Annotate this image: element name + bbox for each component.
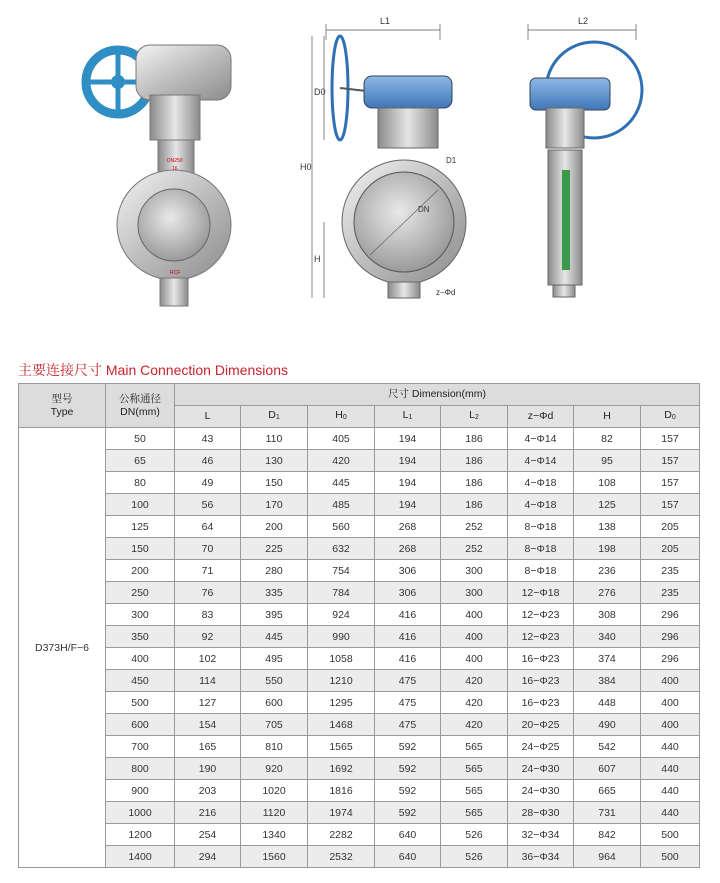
dimension-cell: 600: [241, 692, 308, 714]
dimension-cell: 76: [175, 582, 241, 604]
column-header: H: [574, 406, 641, 428]
dimension-cell: 294: [175, 846, 241, 868]
dimension-cell: 165: [175, 736, 241, 758]
dimension-cell: 500: [641, 846, 700, 868]
dimensions-table: [18, 383, 700, 868]
dimension-cell: 448: [574, 692, 641, 714]
dn-cell: 1400: [106, 846, 175, 868]
dimension-cell: 216: [175, 802, 241, 824]
dn-cell: 100: [106, 494, 175, 516]
dimension-cell: 157: [641, 450, 700, 472]
dimension-cell: 252: [441, 516, 508, 538]
dimension-cell: 400: [641, 692, 700, 714]
dimension-cell: 632: [308, 538, 375, 560]
dimension-cell: 400: [441, 648, 508, 670]
column-header: $H_0$: [308, 406, 375, 428]
dn-cell: 80: [106, 472, 175, 494]
dimension-cell: 24−Φ30: [508, 758, 574, 780]
dn-cell: 450: [106, 670, 175, 692]
dimension-cell: 300: [441, 582, 508, 604]
dimension-cell: 4−Φ14: [508, 450, 574, 472]
dimension-cell: 254: [175, 824, 241, 846]
dimension-cell: 194: [375, 428, 441, 450]
label-zd: z−Φd: [436, 288, 456, 297]
dimension-cell: 70: [175, 538, 241, 560]
table-row: [19, 494, 700, 516]
type-cell: D373H/F−6: [19, 428, 106, 868]
dimension-cell: 475: [375, 714, 441, 736]
dn-cell: 400: [106, 648, 175, 670]
dimension-cell: 665: [574, 780, 641, 802]
dn-header-en: DN(mm): [120, 405, 160, 418]
dimension-cell: 565: [441, 780, 508, 802]
dimension-cell: 190: [175, 758, 241, 780]
column-header: L: [175, 406, 241, 428]
dimension-cell: 95: [574, 450, 641, 472]
dimension-cell: 32−Φ34: [508, 824, 574, 846]
dimension-cell: 194: [375, 494, 441, 516]
dimension-cell: 130: [241, 450, 308, 472]
dimension-cell: 1974: [308, 802, 375, 824]
dimension-cell: 420: [441, 692, 508, 714]
dimension-cell: 1340: [241, 824, 308, 846]
dn-cell: 250: [106, 582, 175, 604]
table-row: [19, 780, 700, 802]
dimension-cell: 225: [241, 538, 308, 560]
label-l2: L2: [578, 16, 589, 26]
valve-figures: [0, 0, 720, 340]
dimension-cell: 440: [641, 758, 700, 780]
dn-cell: 300: [106, 604, 175, 626]
dimension-cell: 24−Φ30: [508, 780, 574, 802]
dimension-cell: 71: [175, 560, 241, 582]
dn-header: [106, 384, 175, 428]
dimension-cell: 56: [175, 494, 241, 516]
dimension-cell: 83: [175, 604, 241, 626]
label-dn: DN: [418, 205, 430, 214]
dimension-cell: 565: [441, 758, 508, 780]
dimension-cell: 194: [375, 450, 441, 472]
dimension-cell: 16−Φ23: [508, 670, 574, 692]
dimension-cell: 990: [308, 626, 375, 648]
dimension-cell: 842: [574, 824, 641, 846]
table-row: [19, 824, 700, 846]
dimension-cell: 416: [375, 604, 441, 626]
table-row: [19, 846, 700, 868]
table-row: [19, 472, 700, 494]
dimension-cell: 12−Φ23: [508, 626, 574, 648]
dimension-cell: 1692: [308, 758, 375, 780]
dimension-cell: 205: [641, 538, 700, 560]
dimension-cell: 8−Φ18: [508, 538, 574, 560]
dimension-cell: 2532: [308, 846, 375, 868]
table-row: [19, 428, 700, 450]
dimension-cell: 157: [641, 494, 700, 516]
dimension-cell: 400: [641, 714, 700, 736]
dimension-cell: 924: [308, 604, 375, 626]
dimension-cell: 186: [441, 428, 508, 450]
dimension-cell: 16−Φ23: [508, 648, 574, 670]
dimension-cell: 475: [375, 692, 441, 714]
dimension-cell: 300: [441, 560, 508, 582]
dimension-cell: 565: [441, 736, 508, 758]
table-row: [19, 538, 700, 560]
dimension-cell: 495: [241, 648, 308, 670]
dimension-cell: 340: [574, 626, 641, 648]
dimension-cell: 607: [574, 758, 641, 780]
dimension-cell: 475: [375, 670, 441, 692]
dimension-cell: 308: [574, 604, 641, 626]
dimension-cell: 440: [641, 736, 700, 758]
dn-cell: 1200: [106, 824, 175, 846]
dimension-cell: 335: [241, 582, 308, 604]
dn-cell: 200: [106, 560, 175, 582]
dimension-cell: 150: [241, 472, 308, 494]
dimension-cell: 157: [641, 428, 700, 450]
dimension-cell: 1565: [308, 736, 375, 758]
dimension-cell: 445: [308, 472, 375, 494]
table-row: [19, 450, 700, 472]
dimension-cell: 43: [175, 428, 241, 450]
dimension-cell: 186: [441, 450, 508, 472]
dimension-cell: 205: [641, 516, 700, 538]
dimension-cell: 46: [175, 450, 241, 472]
dn-cell: 350: [106, 626, 175, 648]
dn-cell: 800: [106, 758, 175, 780]
dimension-cell: 12−Φ23: [508, 604, 574, 626]
label-d1: D1: [446, 156, 457, 165]
dimension-cell: 125: [574, 494, 641, 516]
column-header: $D_1$: [241, 406, 308, 428]
dn-cell: 50: [106, 428, 175, 450]
dimension-cell: 592: [375, 780, 441, 802]
dimension-cell: 526: [441, 824, 508, 846]
type-header: [19, 384, 106, 428]
dimension-cell: 24−Φ25: [508, 736, 574, 758]
dimension-cell: 194: [375, 472, 441, 494]
dimension-cell: 198: [574, 538, 641, 560]
dimension-cell: 526: [441, 846, 508, 868]
dimension-cell: 236: [574, 560, 641, 582]
dimension-cell: 374: [574, 648, 641, 670]
dimension-cell: 114: [175, 670, 241, 692]
dimension-cell: 542: [574, 736, 641, 758]
dimension-header: 尺寸 Dimension(mm): [175, 384, 700, 406]
table-row: [19, 582, 700, 604]
dimension-cell: 64: [175, 516, 241, 538]
front-view-drawing: [300, 16, 466, 298]
dimension-cell: 108: [574, 472, 641, 494]
dimension-cell: 640: [375, 824, 441, 846]
dimension-cell: 154: [175, 714, 241, 736]
dimension-cell: 731: [574, 802, 641, 824]
dimension-cell: 405: [308, 428, 375, 450]
column-header: $L_2$: [441, 406, 508, 428]
dimension-cell: 252: [441, 538, 508, 560]
dimension-cell: 445: [241, 626, 308, 648]
table-row: [19, 648, 700, 670]
dimension-cell: 8−Φ18: [508, 516, 574, 538]
table-row: [19, 670, 700, 692]
table-row: [19, 758, 700, 780]
type-header-cn: 型号: [51, 392, 73, 405]
dimension-cell: 2282: [308, 824, 375, 846]
dimension-cell: 416: [375, 648, 441, 670]
dimension-cell: 1560: [241, 846, 308, 868]
dimension-cell: 420: [441, 714, 508, 736]
dimension-cell: 12−Φ18: [508, 582, 574, 604]
dimension-cell: 1816: [308, 780, 375, 802]
section-title: 主要连接尺寸 Main Connection Dimensions: [18, 362, 288, 378]
dimension-cell: 490: [574, 714, 641, 736]
dimension-cell: 500: [641, 824, 700, 846]
dimension-cell: 784: [308, 582, 375, 604]
dimension-cell: 200: [241, 516, 308, 538]
dimension-cell: 420: [308, 450, 375, 472]
type-header-en: Type: [50, 405, 74, 418]
dimension-cell: 560: [308, 516, 375, 538]
dimension-cell: 1468: [308, 714, 375, 736]
dimension-cell: 592: [375, 802, 441, 824]
dimension-cell: 296: [641, 604, 700, 626]
dimension-cell: 306: [375, 582, 441, 604]
dimension-cell: 49: [175, 472, 241, 494]
dimension-cell: 110: [241, 428, 308, 450]
dimension-cell: 280: [241, 560, 308, 582]
nameplate-text: DN250: [167, 158, 183, 164]
dimension-cell: 268: [375, 516, 441, 538]
dimension-cell: 4−Φ14: [508, 428, 574, 450]
dimension-cell: 416: [375, 626, 441, 648]
dimension-cell: 102: [175, 648, 241, 670]
dimension-cell: 810: [241, 736, 308, 758]
dimension-cell: 157: [641, 472, 700, 494]
dimension-cell: 754: [308, 560, 375, 582]
dimension-cell: 138: [574, 516, 641, 538]
dimension-cell: 440: [641, 802, 700, 824]
dimension-cell: 296: [641, 648, 700, 670]
dimension-cell: 640: [375, 846, 441, 868]
dn-header-cn: 公称通径: [119, 392, 161, 405]
dimension-cell: 1020: [241, 780, 308, 802]
label-l1: L1: [380, 16, 391, 26]
dimension-cell: 920: [241, 758, 308, 780]
dimension-cell: 384: [574, 670, 641, 692]
label-h: H: [314, 254, 321, 264]
dimension-cell: 170: [241, 494, 308, 516]
valve-photo: [86, 45, 231, 306]
dimension-cell: 306: [375, 560, 441, 582]
label-h0: H0: [300, 162, 312, 172]
table-row: [19, 714, 700, 736]
dn-cell: 900: [106, 780, 175, 802]
column-header: $D_0$: [641, 406, 700, 428]
dimension-cell: 705: [241, 714, 308, 736]
dimension-cell: 36−Φ34: [508, 846, 574, 868]
dimension-cell: 400: [441, 604, 508, 626]
table-row: [19, 516, 700, 538]
dimension-cell: 485: [308, 494, 375, 516]
column-header: z−Φd: [508, 406, 574, 428]
dimension-cell: 964: [574, 846, 641, 868]
dimension-cell: 420: [441, 670, 508, 692]
table-row: [19, 802, 700, 824]
nameplate-bottom: RCF: [170, 270, 181, 276]
dimension-cell: 235: [641, 582, 700, 604]
dimension-cell: 127: [175, 692, 241, 714]
side-view-drawing: [528, 16, 642, 297]
dn-cell: 500: [106, 692, 175, 714]
dn-cell: 125: [106, 516, 175, 538]
dimension-cell: 400: [441, 626, 508, 648]
nameplate-pressure: 16: [172, 166, 178, 172]
label-d0: D0: [314, 87, 326, 97]
dimension-cell: 400: [641, 670, 700, 692]
dn-cell: 150: [106, 538, 175, 560]
dimension-cell: 203: [175, 780, 241, 802]
dimension-cell: 186: [441, 494, 508, 516]
dimension-cell: 1295: [308, 692, 375, 714]
dimension-cell: 395: [241, 604, 308, 626]
dimension-cell: 1120: [241, 802, 308, 824]
dimension-cell: 186: [441, 472, 508, 494]
dimension-cell: 82: [574, 428, 641, 450]
dn-cell: 1000: [106, 802, 175, 824]
dimension-cell: 16−Φ23: [508, 692, 574, 714]
dimension-cell: 8−Φ18: [508, 560, 574, 582]
table-row: [19, 692, 700, 714]
dn-cell: 65: [106, 450, 175, 472]
dimension-cell: 1058: [308, 648, 375, 670]
table-row: [19, 560, 700, 582]
dimension-cell: 1210: [308, 670, 375, 692]
dimension-cell: 565: [441, 802, 508, 824]
table-row: [19, 604, 700, 626]
dimension-cell: 550: [241, 670, 308, 692]
dimension-cell: 235: [641, 560, 700, 582]
dimension-cell: 92: [175, 626, 241, 648]
dimension-cell: 20−Φ25: [508, 714, 574, 736]
dimension-cell: 440: [641, 780, 700, 802]
dimension-cell: 592: [375, 736, 441, 758]
column-header: $L_1$: [375, 406, 441, 428]
table-row: [19, 736, 700, 758]
dimension-cell: 4−Φ18: [508, 494, 574, 516]
dn-cell: 600: [106, 714, 175, 736]
dimension-cell: 268: [375, 538, 441, 560]
dimension-cell: 296: [641, 626, 700, 648]
dn-cell: 700: [106, 736, 175, 758]
table-row: [19, 626, 700, 648]
dimension-cell: 4−Φ18: [508, 472, 574, 494]
dimension-cell: 276: [574, 582, 641, 604]
dimension-cell: 28−Φ30: [508, 802, 574, 824]
dimension-cell: 592: [375, 758, 441, 780]
